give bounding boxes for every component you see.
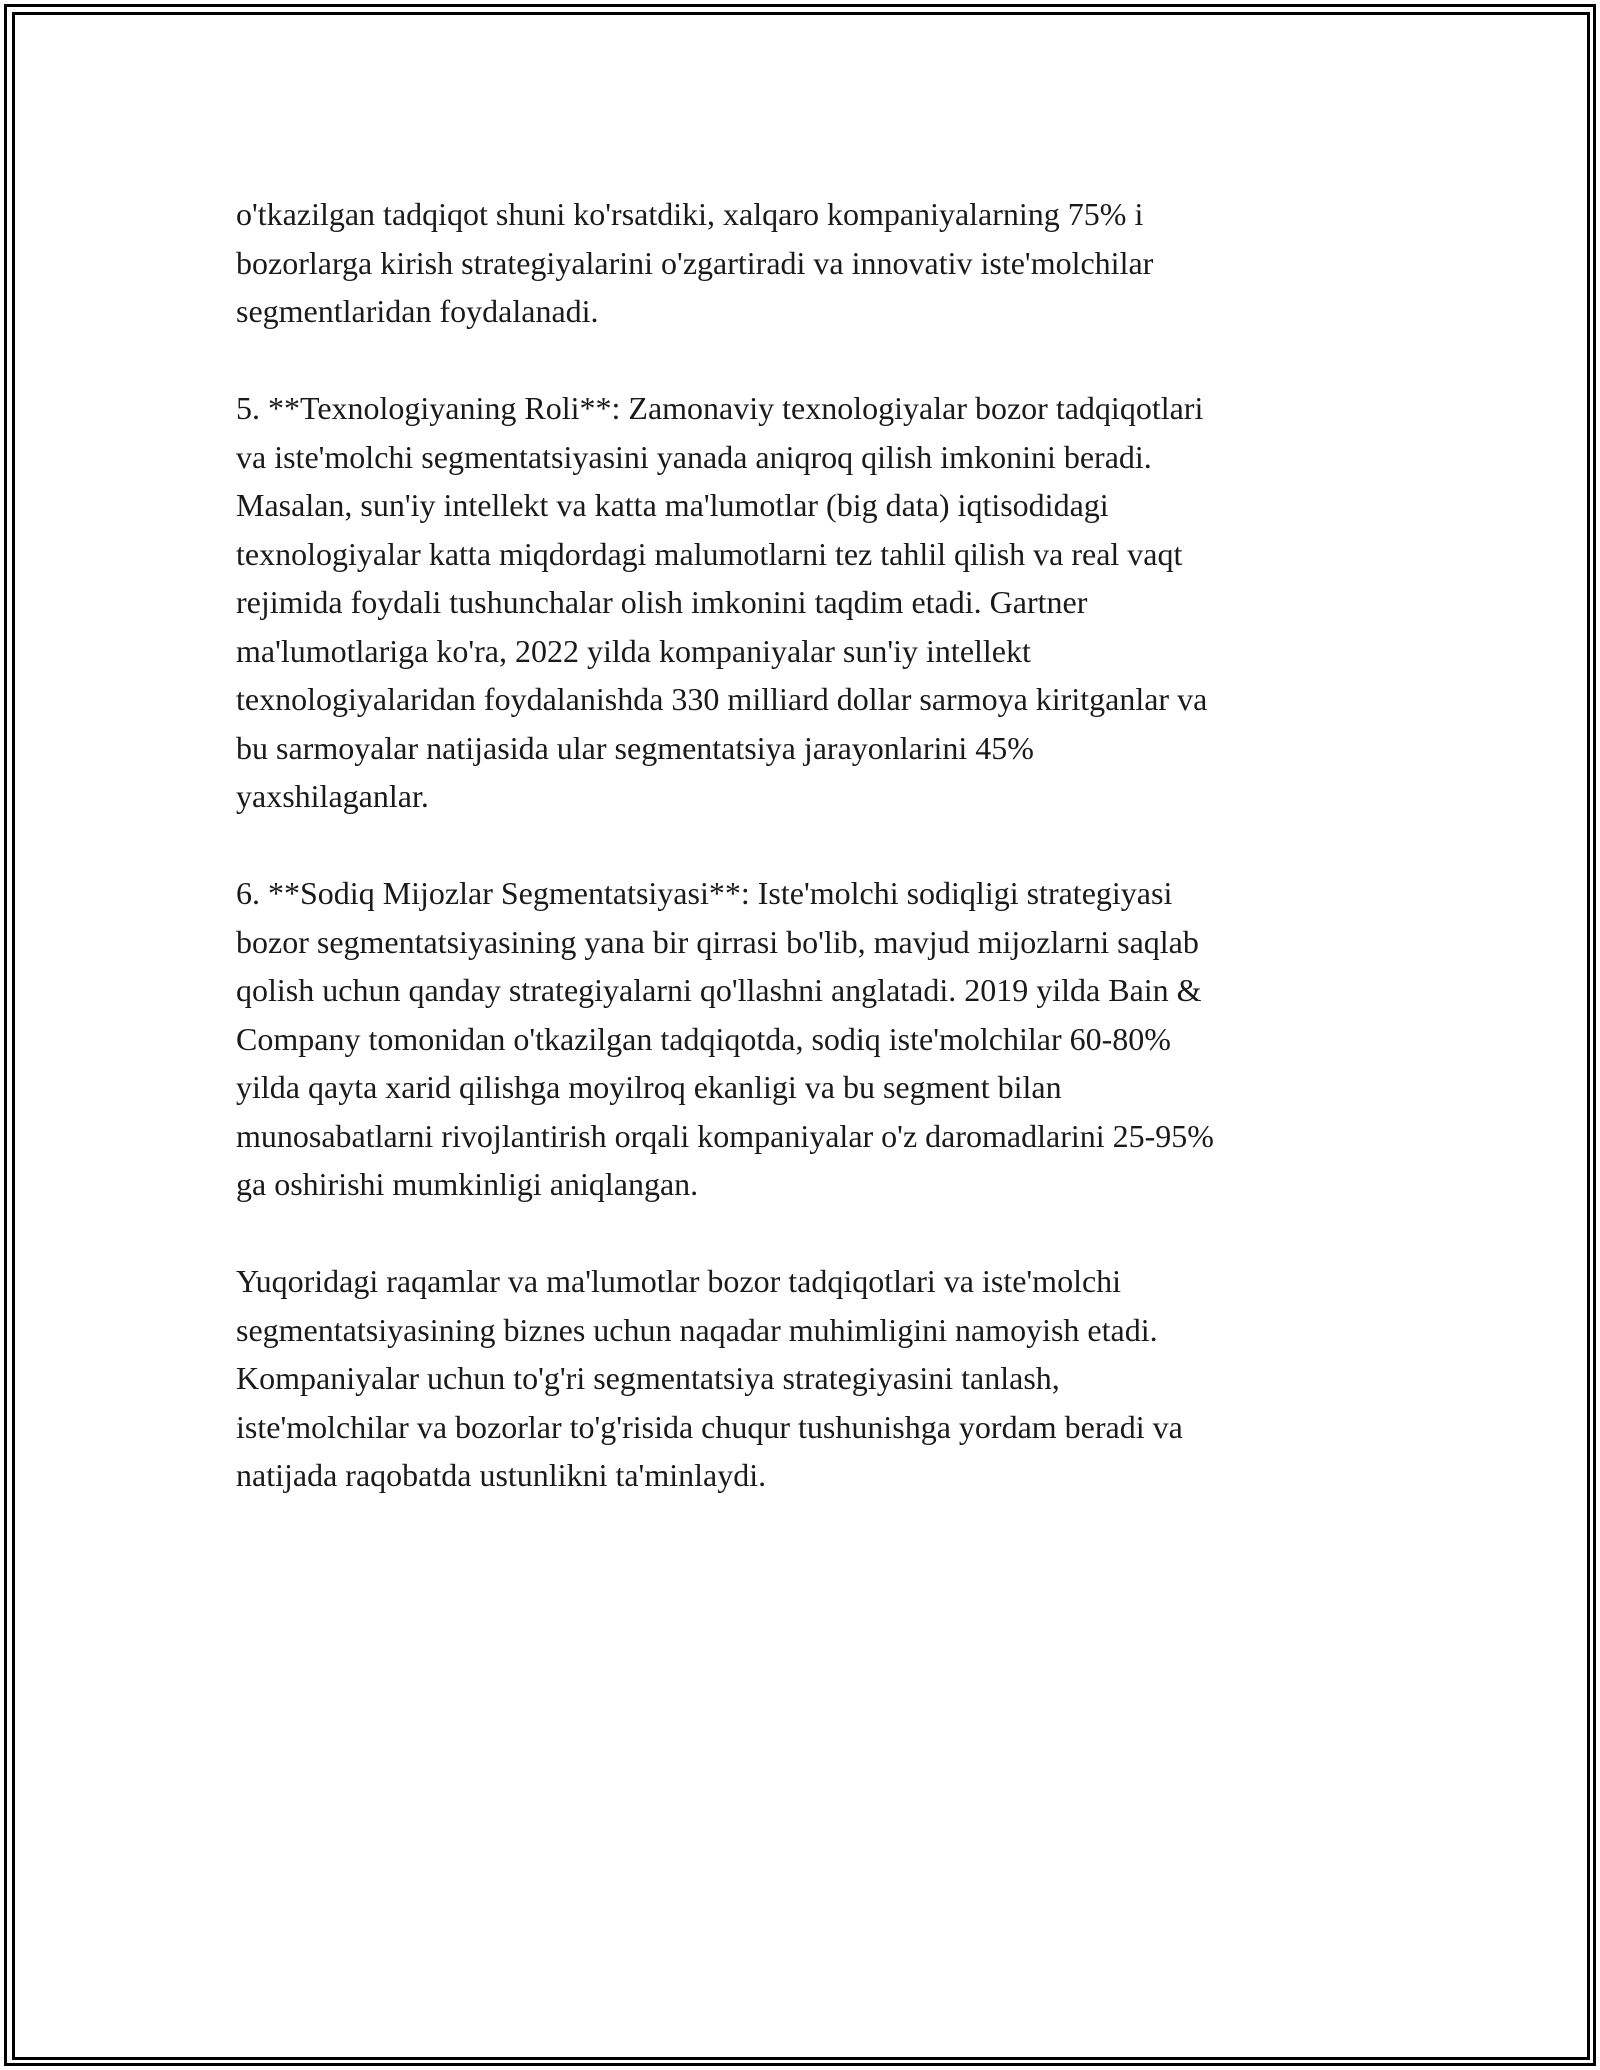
text-line: Company tomonidan o'tkazilgan tadqiqotda, sodiq iste'molchilar 60-80% bbox=[236, 1020, 1171, 1057]
paragraph-conclusion bbox=[236, 1257, 1366, 1500]
text-line: o'tkazilgan tadqiqot shuni ko'rsatdiki, xalqaro kompaniyalarning 75% i bbox=[236, 196, 1144, 232]
text-line: Kompaniyalar uchun to'g'ri segmentatsiya strategiyasini tanlash, bbox=[236, 1360, 1060, 1396]
text-line: yilda qayta xarid qilishga moyilroq ekanligi va bu segment bilan bbox=[236, 1069, 1062, 1105]
document-body bbox=[236, 190, 1366, 1548]
text-line: qolish uchun qanday strategiyalarni qo'llashni anglatadi. 2019 yilda Bain & bbox=[236, 972, 1202, 1008]
text-line: 6. **Sodiq Mijozlar Segmentatsiyasi**: Iste'molchi sodiqligi strategiyasi bbox=[236, 875, 1173, 911]
text-line: ma'lumotlariga ko'ra, 2022 yilda kompaniyalar sun'iy intellekt bbox=[236, 632, 1031, 669]
paragraph-loyal-customer-segmentation bbox=[236, 869, 1366, 1209]
text-line: texnologiyalaridan foydalanishda 330 milliard dollar sarmoya kiritganlar va bbox=[236, 681, 1208, 717]
text-line: va iste'molchi segmentatsiyasini yanada aniqroq qilish imkonini beradi. bbox=[236, 438, 1152, 475]
text-line: rejimida foydali tushunchalar olish imkonini taqdim etadi. Gartner bbox=[236, 584, 1088, 620]
text-line: 5. **Texnologiyaning Roli**: Zamonaviy texnologiyalar bozor tadqiqotlari bbox=[236, 390, 1204, 426]
text-line: natijada raqobatda ustunlikni ta'minlaydi. bbox=[236, 1457, 767, 1493]
text-line: segmentlaridan foydalanadi. bbox=[236, 293, 599, 329]
text-line: bozorlarga kirish strategiyalarini o'zgartiradi va innovativ iste'molchilar bbox=[236, 244, 1154, 281]
text-line: bozor segmentatsiyasining yana bir qirrasi bo'lib, mavjud mijozlarni saqlab bbox=[236, 923, 1199, 960]
text-line: Masalan, sun'iy intellekt va katta ma'lumotlar (big data) iqtisodidagi bbox=[236, 487, 1109, 523]
paragraph-research-continuation bbox=[236, 190, 1366, 336]
text-line: ga oshirishi mumkinligi aniqlangan. bbox=[236, 1166, 699, 1202]
text-line: bu sarmoyalar natijasida ular segmentatsiya jarayonlarini 45% bbox=[236, 729, 1034, 766]
text-line: yaxshilaganlar. bbox=[236, 778, 429, 814]
text-line: munosabatlarni rivojlantirish orqali kompaniyalar o'z daromadlarini 25-95% bbox=[236, 1117, 1214, 1154]
text-line: iste'molchilar va bozorlar to'g'risida chuqur tushunishga yordam beradi va bbox=[236, 1408, 1183, 1445]
text-line: segmentatsiyasining biznes uchun naqadar muhimligini namoyish etadi. bbox=[236, 1311, 1158, 1348]
text-line: Yuqoridagi raqamlar va ma'lumotlar bozor tadqiqotlari va iste'molchi bbox=[236, 1263, 1122, 1299]
paragraph-technology-role bbox=[236, 384, 1366, 821]
text-line: texnologiyalar katta miqdordagi malumotlarni tez tahlil qilish va real vaqt bbox=[236, 535, 1183, 572]
